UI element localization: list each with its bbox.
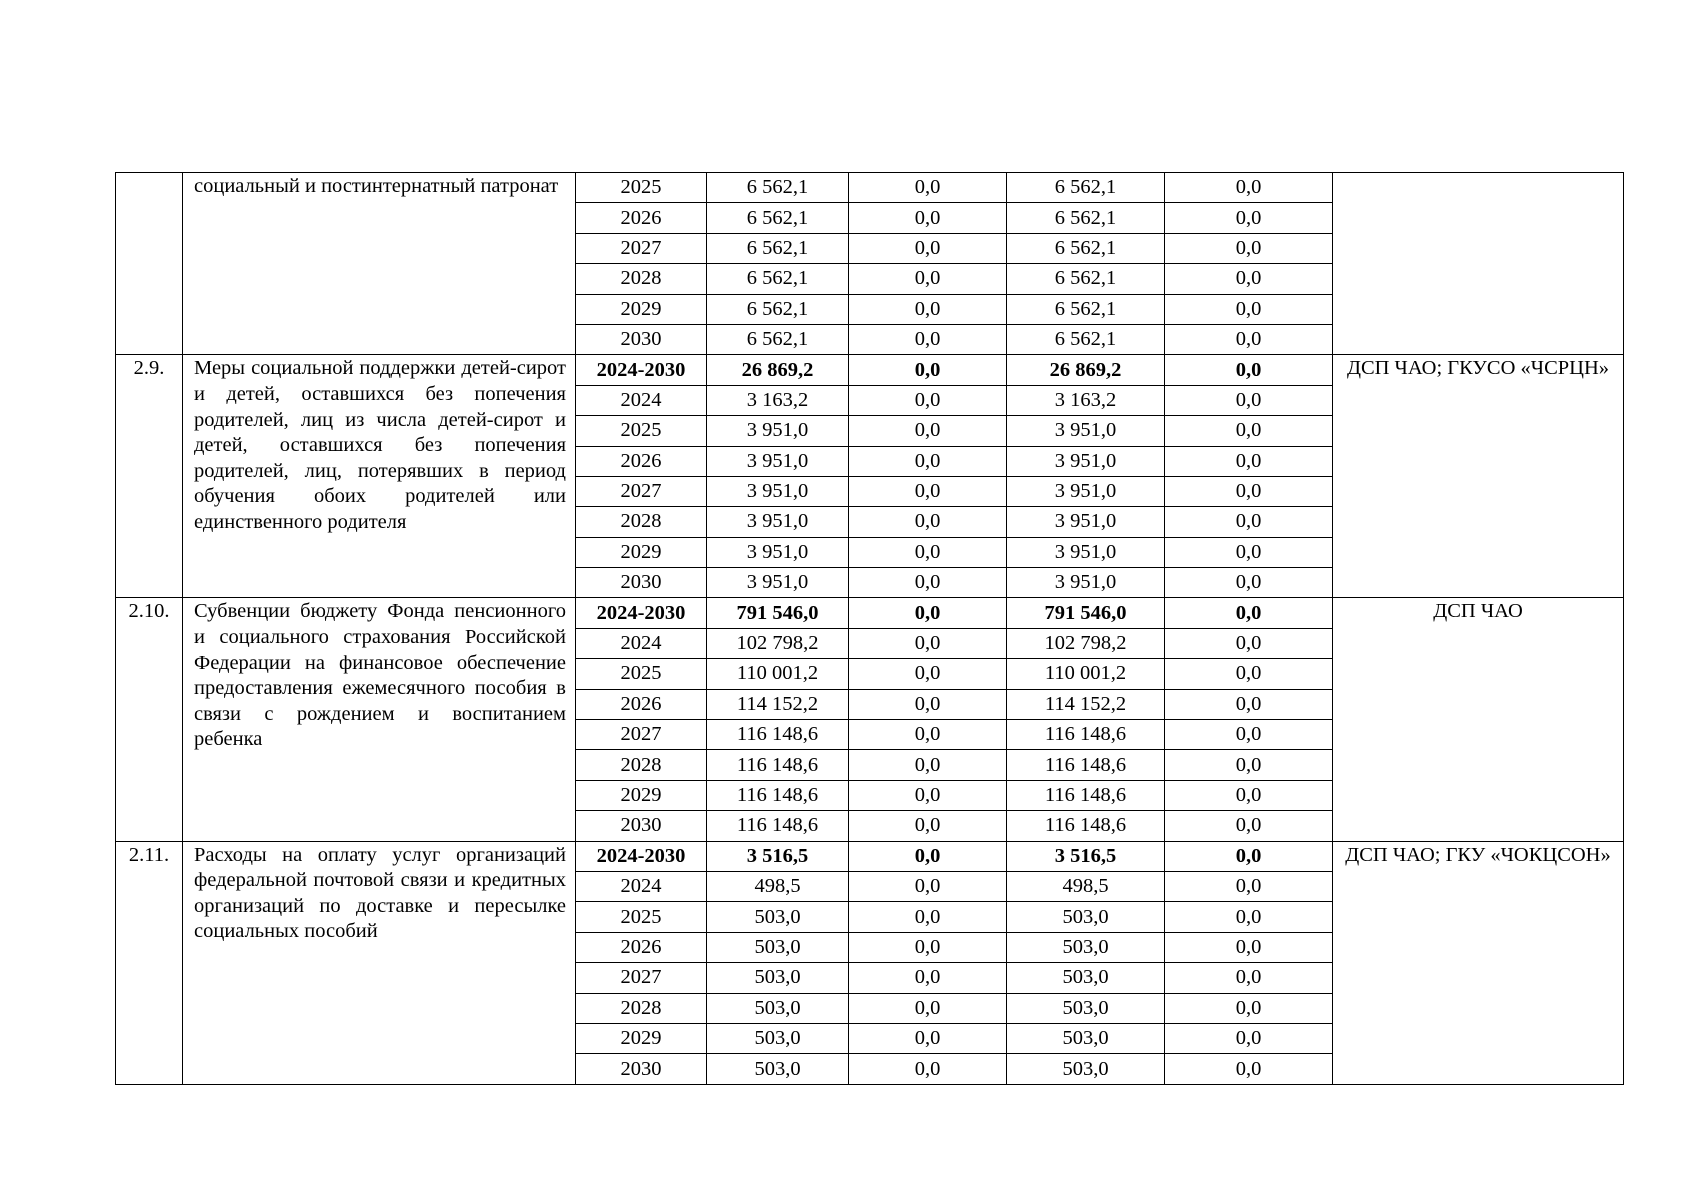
other-sources-cell: 0,0 (1165, 659, 1333, 689)
period-cell: 2024-2030 (576, 841, 707, 871)
federal-budget-cell: 0,0 (849, 446, 1007, 476)
regional-budget-cell: 26 869,2 (1007, 355, 1165, 385)
total-amount-cell: 3 951,0 (707, 568, 849, 598)
federal-budget-cell: 0,0 (849, 355, 1007, 385)
federal-budget-cell: 0,0 (849, 507, 1007, 537)
other-sources-cell: 0,0 (1165, 233, 1333, 263)
total-amount-cell: 116 148,6 (707, 780, 849, 810)
other-sources-cell: 0,0 (1165, 324, 1333, 354)
other-sources-cell: 0,0 (1165, 1023, 1333, 1053)
federal-budget-cell: 0,0 (849, 1054, 1007, 1084)
period-cell: 2026 (576, 446, 707, 476)
other-sources-cell: 0,0 (1165, 294, 1333, 324)
total-amount-cell: 116 148,6 (707, 811, 849, 841)
regional-budget-cell: 102 798,2 (1007, 628, 1165, 658)
regional-budget-cell: 3 516,5 (1007, 841, 1165, 871)
regional-budget-cell: 6 562,1 (1007, 173, 1165, 203)
total-amount-cell: 3 951,0 (707, 446, 849, 476)
item-number: 2.11. (116, 841, 183, 1084)
regional-budget-cell: 116 148,6 (1007, 750, 1165, 780)
total-amount-cell: 503,0 (707, 932, 849, 962)
funding-table-body (116, 173, 1624, 1085)
federal-budget-cell: 0,0 (849, 932, 1007, 962)
federal-budget-cell: 0,0 (849, 902, 1007, 932)
federal-budget-cell: 0,0 (849, 628, 1007, 658)
item-description: социальный и постинтернатный патронат (183, 173, 576, 355)
regional-budget-cell: 503,0 (1007, 1054, 1165, 1084)
total-amount-cell: 116 148,6 (707, 750, 849, 780)
period-cell: 2024 (576, 871, 707, 901)
total-amount-cell: 3 951,0 (707, 507, 849, 537)
period-cell: 2028 (576, 750, 707, 780)
federal-budget-cell: 0,0 (849, 324, 1007, 354)
federal-budget-cell: 0,0 (849, 264, 1007, 294)
other-sources-cell: 0,0 (1165, 689, 1333, 719)
regional-budget-cell: 3 163,2 (1007, 385, 1165, 415)
regional-budget-cell: 3 951,0 (1007, 537, 1165, 567)
executor-cell: ДСП ЧАО; ГКУ «ЧОКЦСОН» (1333, 841, 1624, 1084)
total-amount-cell: 6 562,1 (707, 173, 849, 203)
period-cell: 2024 (576, 628, 707, 658)
executor-cell: ДСП ЧАО; ГКУСО «ЧСРЦН» (1333, 355, 1624, 598)
period-cell: 2025 (576, 173, 707, 203)
total-amount-cell: 114 152,2 (707, 689, 849, 719)
table-row (116, 173, 1624, 203)
regional-budget-cell: 6 562,1 (1007, 264, 1165, 294)
period-cell: 2026 (576, 689, 707, 719)
federal-budget-cell: 0,0 (849, 1023, 1007, 1053)
total-amount-cell: 102 798,2 (707, 628, 849, 658)
period-cell: 2030 (576, 1054, 707, 1084)
total-amount-cell: 6 562,1 (707, 233, 849, 263)
other-sources-cell: 0,0 (1165, 628, 1333, 658)
other-sources-cell: 0,0 (1165, 1054, 1333, 1084)
other-sources-cell: 0,0 (1165, 264, 1333, 294)
total-amount-cell: 6 562,1 (707, 203, 849, 233)
total-amount-cell: 110 001,2 (707, 659, 849, 689)
period-cell: 2029 (576, 294, 707, 324)
total-amount-cell: 503,0 (707, 1054, 849, 1084)
period-cell: 2029 (576, 780, 707, 810)
total-amount-cell: 503,0 (707, 993, 849, 1023)
period-cell: 2026 (576, 932, 707, 962)
federal-budget-cell: 0,0 (849, 780, 1007, 810)
other-sources-cell: 0,0 (1165, 993, 1333, 1023)
period-cell: 2030 (576, 324, 707, 354)
regional-budget-cell: 6 562,1 (1007, 324, 1165, 354)
other-sources-cell: 0,0 (1165, 780, 1333, 810)
table-row (116, 598, 1624, 628)
total-amount-cell: 6 562,1 (707, 324, 849, 354)
other-sources-cell: 0,0 (1165, 902, 1333, 932)
regional-budget-cell: 3 951,0 (1007, 507, 1165, 537)
period-cell: 2029 (576, 1023, 707, 1053)
period-cell: 2026 (576, 203, 707, 233)
other-sources-cell: 0,0 (1165, 750, 1333, 780)
regional-budget-cell: 116 148,6 (1007, 720, 1165, 750)
period-cell: 2028 (576, 993, 707, 1023)
total-amount-cell: 503,0 (707, 963, 849, 993)
other-sources-cell: 0,0 (1165, 355, 1333, 385)
federal-budget-cell: 0,0 (849, 811, 1007, 841)
other-sources-cell: 0,0 (1165, 203, 1333, 233)
total-amount-cell: 791 546,0 (707, 598, 849, 628)
total-amount-cell: 116 148,6 (707, 720, 849, 750)
period-cell: 2030 (576, 811, 707, 841)
federal-budget-cell: 0,0 (849, 750, 1007, 780)
item-description: Субвенции бюджету Фонда пенсионного и социального страхования Российской Федерации на финансовое обеспечение предоставления ежемесячного пособия в связи с рождением и воспитанием ребенка (183, 598, 576, 841)
item-number: 2.10. (116, 598, 183, 841)
federal-budget-cell: 0,0 (849, 720, 1007, 750)
total-amount-cell: 503,0 (707, 1023, 849, 1053)
other-sources-cell: 0,0 (1165, 537, 1333, 567)
federal-budget-cell: 0,0 (849, 659, 1007, 689)
regional-budget-cell: 503,0 (1007, 993, 1165, 1023)
other-sources-cell: 0,0 (1165, 963, 1333, 993)
item-description: Расходы на оплату услуг организаций федеральной почтовой связи и кредитных организаций по доставке и пересылке социальных пособий (183, 841, 576, 1084)
regional-budget-cell: 503,0 (1007, 1023, 1165, 1053)
regional-budget-cell: 116 148,6 (1007, 780, 1165, 810)
regional-budget-cell: 503,0 (1007, 902, 1165, 932)
total-amount-cell: 3 951,0 (707, 537, 849, 567)
regional-budget-cell: 3 951,0 (1007, 416, 1165, 446)
period-cell: 2027 (576, 963, 707, 993)
total-amount-cell: 6 562,1 (707, 294, 849, 324)
federal-budget-cell: 0,0 (849, 233, 1007, 263)
funding-table (115, 172, 1624, 1085)
federal-budget-cell: 0,0 (849, 568, 1007, 598)
federal-budget-cell: 0,0 (849, 385, 1007, 415)
regional-budget-cell: 6 562,1 (1007, 203, 1165, 233)
total-amount-cell: 3 951,0 (707, 416, 849, 446)
federal-budget-cell: 0,0 (849, 963, 1007, 993)
table-row (116, 355, 1624, 385)
period-cell: 2024-2030 (576, 355, 707, 385)
period-cell: 2027 (576, 720, 707, 750)
period-cell: 2025 (576, 659, 707, 689)
regional-budget-cell: 114 152,2 (1007, 689, 1165, 719)
regional-budget-cell: 3 951,0 (1007, 476, 1165, 506)
other-sources-cell: 0,0 (1165, 568, 1333, 598)
regional-budget-cell: 3 951,0 (1007, 568, 1165, 598)
regional-budget-cell: 498,5 (1007, 871, 1165, 901)
other-sources-cell: 0,0 (1165, 385, 1333, 415)
period-cell: 2028 (576, 507, 707, 537)
total-amount-cell: 3 516,5 (707, 841, 849, 871)
total-amount-cell: 498,5 (707, 871, 849, 901)
item-description: Меры социальной поддержки детей-сирот и детей, оставшихся без попечения родителей, лиц из числа детей-сирот и детей, оставшихся без попечения родителей, лиц, потерявших в период обучения обоих родителей или единственного родителя (183, 355, 576, 598)
table-row (116, 841, 1624, 871)
regional-budget-cell: 6 562,1 (1007, 233, 1165, 263)
other-sources-cell: 0,0 (1165, 720, 1333, 750)
federal-budget-cell: 0,0 (849, 476, 1007, 506)
other-sources-cell: 0,0 (1165, 446, 1333, 476)
federal-budget-cell: 0,0 (849, 689, 1007, 719)
executor-cell (1333, 173, 1624, 355)
other-sources-cell: 0,0 (1165, 932, 1333, 962)
federal-budget-cell: 0,0 (849, 993, 1007, 1023)
regional-budget-cell: 791 546,0 (1007, 598, 1165, 628)
item-number: 2.9. (116, 355, 183, 598)
regional-budget-cell: 503,0 (1007, 963, 1165, 993)
period-cell: 2027 (576, 233, 707, 263)
period-cell: 2029 (576, 537, 707, 567)
federal-budget-cell: 0,0 (849, 841, 1007, 871)
period-cell: 2024 (576, 385, 707, 415)
other-sources-cell: 0,0 (1165, 173, 1333, 203)
other-sources-cell: 0,0 (1165, 598, 1333, 628)
total-amount-cell: 3 951,0 (707, 476, 849, 506)
other-sources-cell: 0,0 (1165, 507, 1333, 537)
other-sources-cell: 0,0 (1165, 416, 1333, 446)
period-cell: 2027 (576, 476, 707, 506)
period-cell: 2025 (576, 416, 707, 446)
period-cell: 2024-2030 (576, 598, 707, 628)
regional-budget-cell: 503,0 (1007, 932, 1165, 962)
regional-budget-cell: 6 562,1 (1007, 294, 1165, 324)
total-amount-cell: 26 869,2 (707, 355, 849, 385)
federal-budget-cell: 0,0 (849, 871, 1007, 901)
period-cell: 2025 (576, 902, 707, 932)
other-sources-cell: 0,0 (1165, 841, 1333, 871)
federal-budget-cell: 0,0 (849, 294, 1007, 324)
regional-budget-cell: 110 001,2 (1007, 659, 1165, 689)
period-cell: 2030 (576, 568, 707, 598)
total-amount-cell: 3 163,2 (707, 385, 849, 415)
federal-budget-cell: 0,0 (849, 416, 1007, 446)
federal-budget-cell: 0,0 (849, 203, 1007, 233)
item-number (116, 173, 183, 355)
other-sources-cell: 0,0 (1165, 871, 1333, 901)
total-amount-cell: 6 562,1 (707, 264, 849, 294)
total-amount-cell: 503,0 (707, 902, 849, 932)
regional-budget-cell: 116 148,6 (1007, 811, 1165, 841)
federal-budget-cell: 0,0 (849, 537, 1007, 567)
regional-budget-cell: 3 951,0 (1007, 446, 1165, 476)
executor-cell: ДСП ЧАО (1333, 598, 1624, 841)
other-sources-cell: 0,0 (1165, 476, 1333, 506)
federal-budget-cell: 0,0 (849, 598, 1007, 628)
other-sources-cell: 0,0 (1165, 811, 1333, 841)
period-cell: 2028 (576, 264, 707, 294)
federal-budget-cell: 0,0 (849, 173, 1007, 203)
